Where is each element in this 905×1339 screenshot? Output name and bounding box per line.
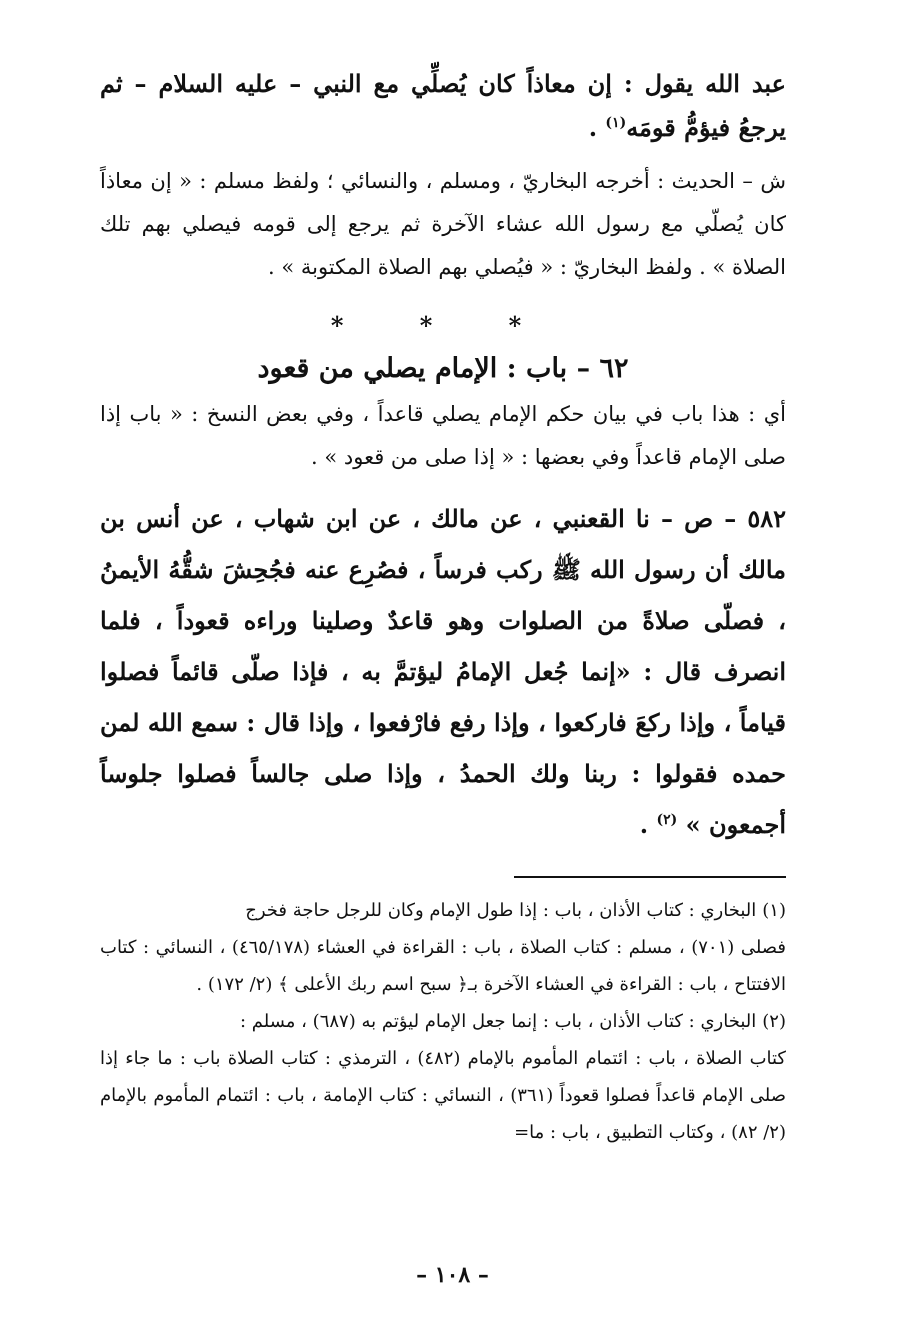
footnote-2: [100, 1003, 786, 1040]
top-paragraph: [100, 62, 786, 150]
commentary-paragraph-1: ش – الحديث : أخرجه البخاريّ ، ومسلم ، والنسائي ؛ ولفظ مسلم : « إن معاذاً كان يُصلّي مع رسول الله عشاء الآخرة ثم يرجع إلى قومه فيصلي بهم تلك الصلاة » . ولفظ البخاريّ : « فيُصلي بهم الصلاة المكتوبة » .: [100, 169, 786, 279]
page-body: [100, 62, 786, 1151]
footnote-2-text: البخاري : كتاب الأذان ، باب : إنما جعل الإمام ليؤتم به (٦٨٧) ، مسلم :: [240, 1011, 757, 1032]
footnote-1-number: (١): [762, 900, 786, 921]
chapter-heading: ٦٢ – باب : الإمام يصلي من قعود: [257, 353, 629, 384]
top-paragraph-text: عبد الله يقول : إن معاذاً كان يُصلِّي مع النبي – عليه السلام – ثم يرجعُ فيؤمُّ قومَه: [100, 69, 786, 142]
footnote-1-text: البخاري : كتاب الأذان ، باب : إذا طول الإمام وكان للرجل حاجة فخرج: [245, 900, 757, 921]
hadith-end: .: [639, 810, 657, 839]
footnote-1-continuation: فصلى (٧٠١) ، مسلم : كتاب الصلاة ، باب : القراءة في العشاء (٤٦٥/١٧٨) ، النسائي : كتاب الافتتاح ، باب : القراءة في العشاء الآخرة بـ﴿ سبح اسم ربك الأعلى ﴾ (٢/ ١٧٢) .: [100, 937, 787, 995]
top-paragraph-end: .: [588, 113, 606, 142]
footnote-ref-2: (٢): [656, 812, 678, 828]
section-separator: * * *: [330, 311, 556, 340]
footnote-divider: [514, 876, 786, 878]
footnote-1: [100, 892, 786, 929]
commentary-paragraph-2: أي : هذا باب في بيان حكم الإمام يصلي قاعداً ، وفي بعض النسخ : « باب إذا صلى الإمام قاعداً وفي بعضها : « إذا صلى من قعود » .: [100, 402, 786, 469]
hadith-text: ٥٨٢ – ص – نا القعنبي ، عن مالك ، عن ابن شهاب ، عن أنس بن مالك أن رسول الله ﷺ ركب فرساً ، فصُرِع عنه فجُحِشَ شقُّهُ الأيمنُ ، فصلّى صلاةً من الصلوات وهو قاعدٌ وصلينا وراءه قعوداً ، فلما انصرف قال : «إنما جُعل الإمامُ ليؤتمَّ به ، فإذا صلّى قائماً فصلوا قياماً ، وإذا ركعَ فاركعوا ، وإذا رفع فارْفعوا ، وإذا قال : سمع الله لمن حمده فقولوا : ربنا ولك الحمدُ ، وإذا صلى جالساً فصلوا جلوساً أجمعون »: [100, 504, 787, 839]
footnote-2-number: (٢): [762, 1011, 786, 1032]
hadith-paragraph: [100, 493, 786, 850]
page-number: – ١٠٨ –: [416, 1262, 489, 1288]
footnote-ref-1: (١): [605, 115, 627, 131]
footnotes: [100, 892, 786, 1151]
footnote-2-continuation: كتاب الصلاة ، باب : ائتمام المأموم بالإمام (٤٨٢) ، الترمذي : كتاب الصلاة باب : ما جاء إذا صلى الإمام قاعداً فصلوا قعوداً (٣٦١) ، النسائي : كتاب الإمامة ، باب : ائتمام المأموم بالإمام (٢/ ٨٢) ، وكتاب التطبيق ، باب : ما=: [100, 1048, 787, 1143]
